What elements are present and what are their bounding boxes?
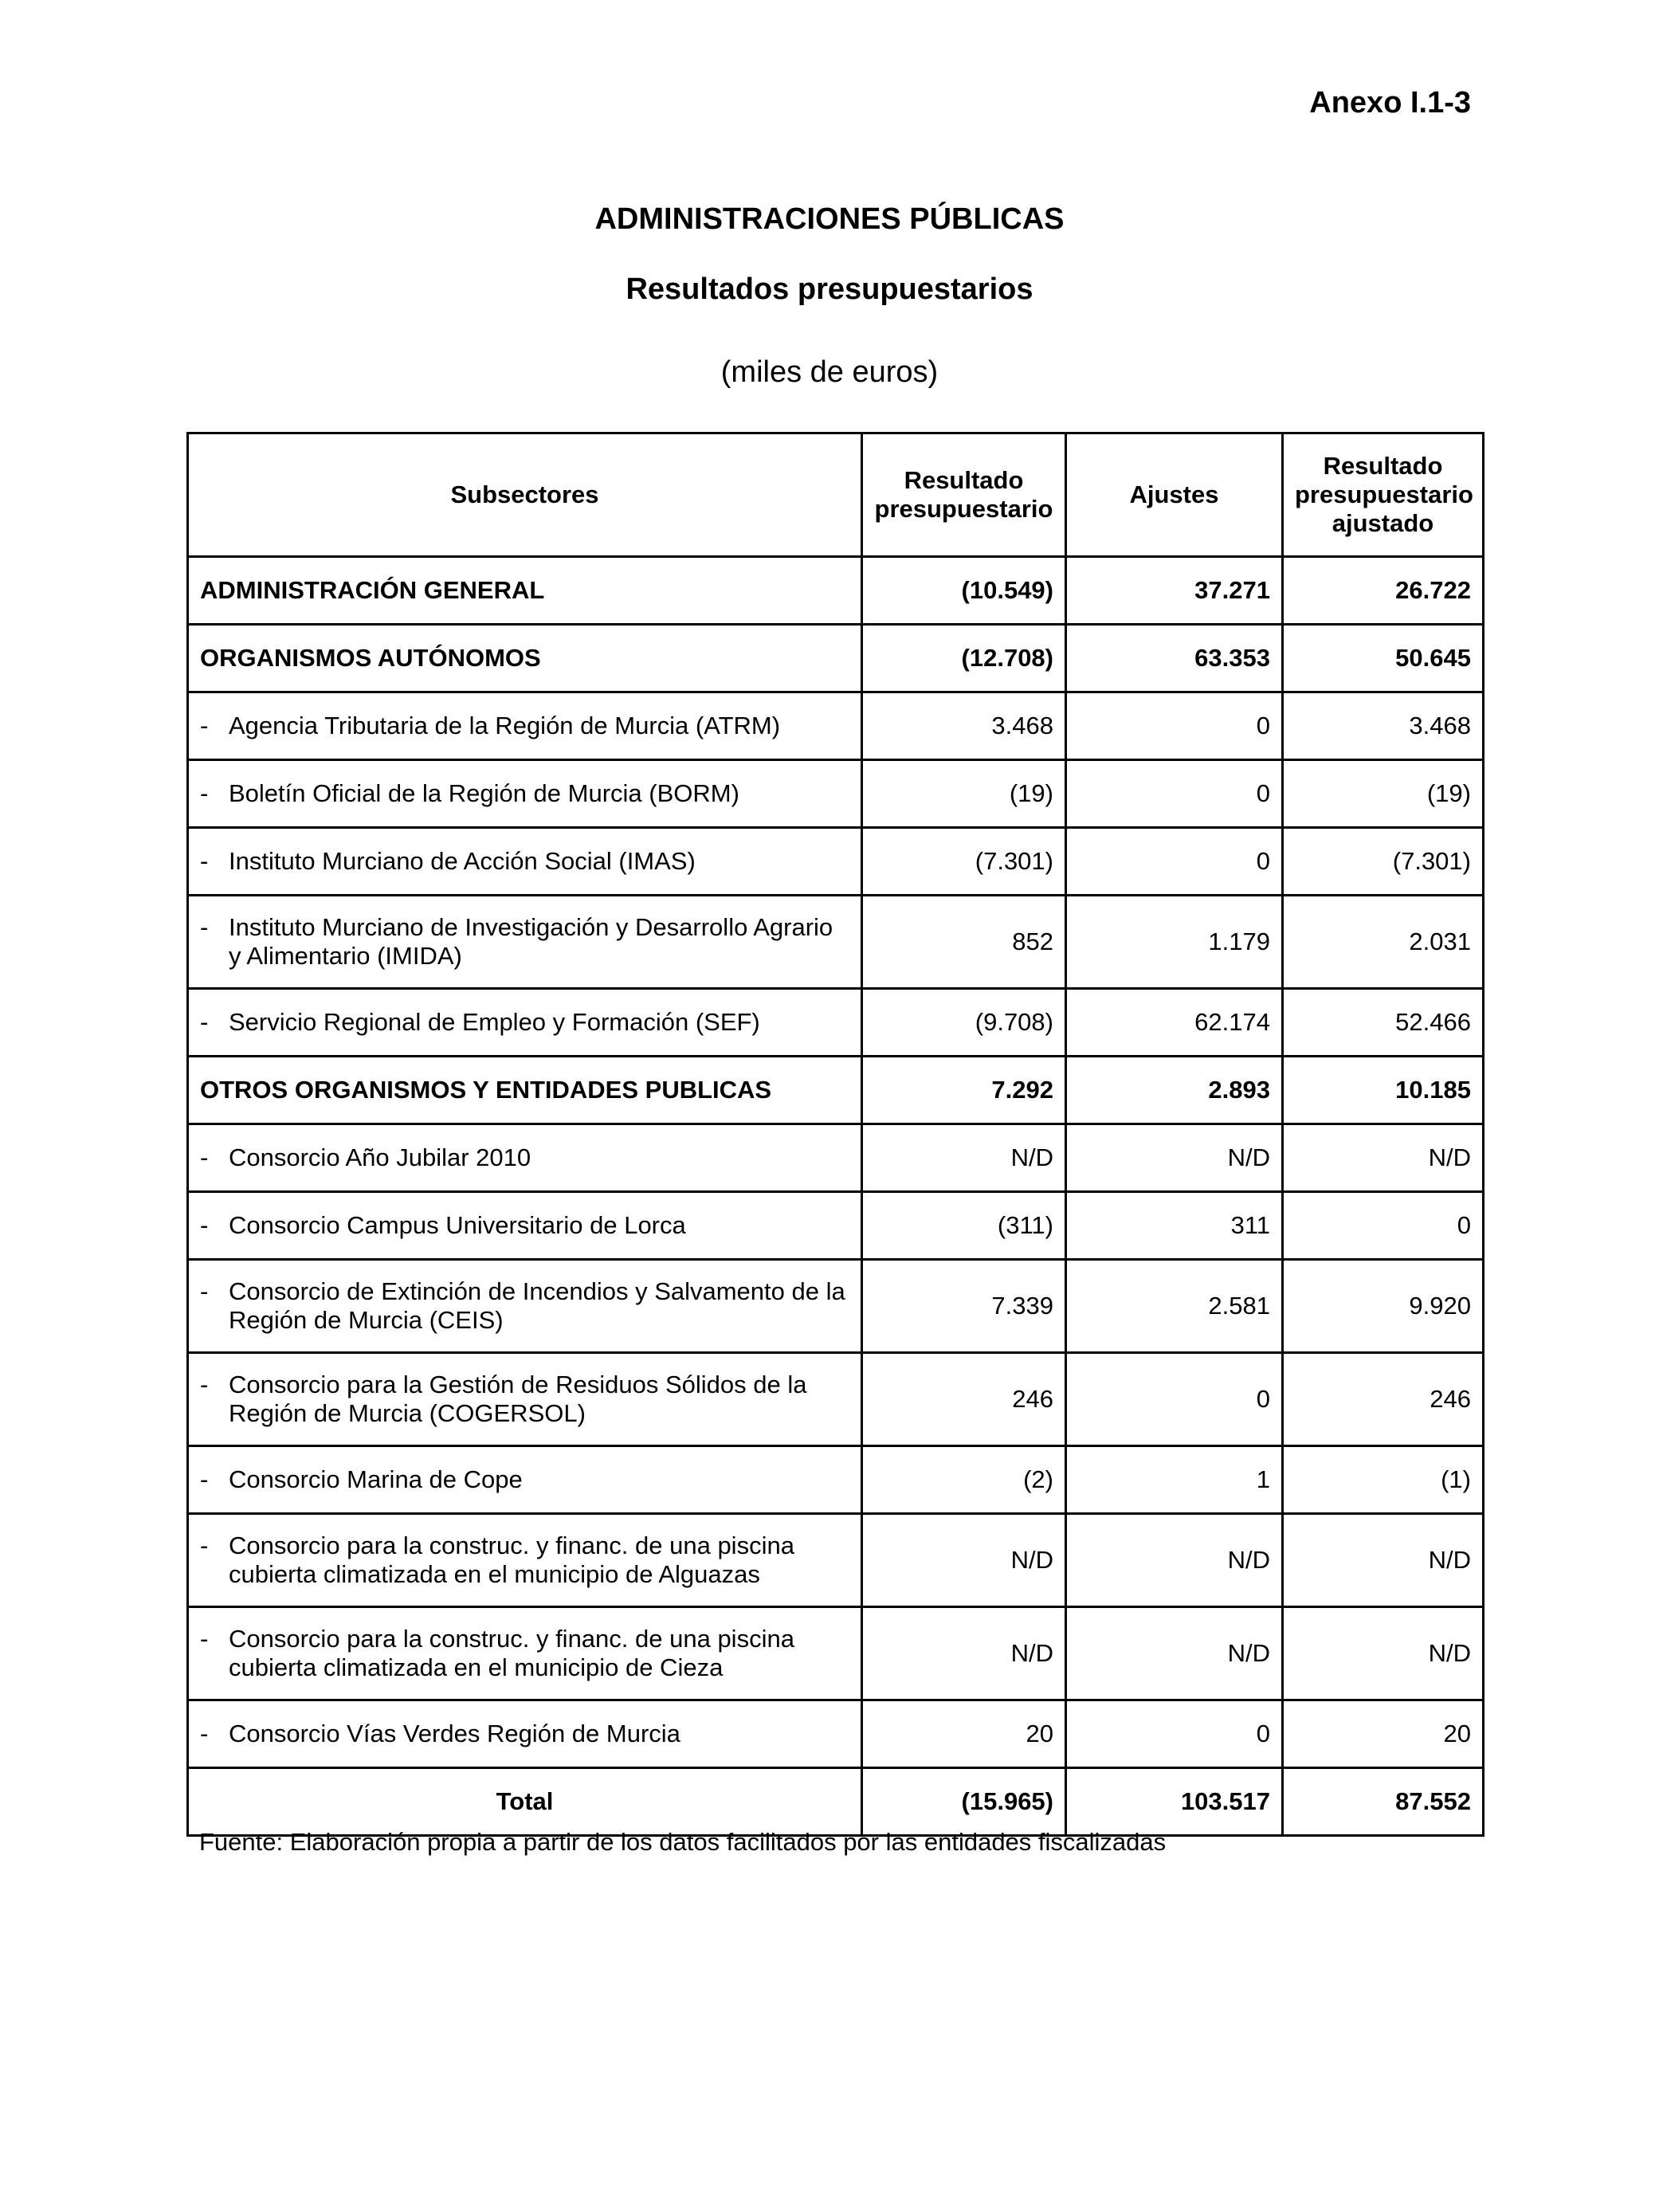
units-label: (miles de euros) [720, 355, 939, 389]
cell-ajustes: 0 [1066, 692, 1283, 760]
cell-resultado-ajustado: 26.722 [1283, 557, 1484, 625]
cell-resultado-ajustado: 246 [1283, 1353, 1484, 1446]
cell-ajustes: 0 [1066, 828, 1283, 896]
page-title: ADMINISTRACIONES PÚBLICAS [594, 202, 1065, 236]
total-label: Total [188, 1768, 862, 1836]
row-entry [200, 1211, 849, 1240]
cell-resultado: (7.301) [862, 828, 1066, 896]
row-name-cell: ORGANISMOS AUTÓNOMOS [188, 625, 862, 692]
row-label: Consorcio Año Jubilar 2010 [229, 1143, 531, 1171]
row-name-cell [188, 896, 862, 989]
cell-ajustes: 37.271 [1066, 557, 1283, 625]
row-entry [200, 712, 849, 740]
row-label: Consorcio de Extinción de Incendios y Salvamento de la Región de Murcia (CEIS) [229, 1277, 845, 1334]
cell-resultado-ajustado: 52.466 [1283, 989, 1484, 1057]
budget-results-table [186, 432, 1484, 1837]
row-dash: - [200, 847, 209, 875]
total-resultado: (15.965) [862, 1768, 1066, 1836]
cell-resultado-ajustado: 9.920 [1283, 1260, 1484, 1353]
row-dash: - [200, 1008, 209, 1036]
cell-resultado: 852 [862, 896, 1066, 989]
row-dash: - [200, 1277, 209, 1305]
cell-resultado: 7.292 [862, 1057, 1066, 1124]
table-row [188, 989, 1484, 1057]
row-label: Instituto Murciano de Investigación y Desarrollo Agrario y Alimentario (IMIDA) [229, 913, 833, 970]
column-header-resultado: Resultado presupuestario [862, 433, 1066, 557]
cell-resultado: (2) [862, 1446, 1066, 1514]
cell-resultado-ajustado: (7.301) [1283, 828, 1484, 896]
cell-ajustes: N/D [1066, 1124, 1283, 1192]
row-dash: - [200, 712, 209, 739]
row-entry [200, 1720, 849, 1748]
table-body [188, 557, 1484, 1768]
cell-ajustes: 1.179 [1066, 896, 1283, 989]
row-dash: - [200, 1625, 209, 1653]
row-name-cell [188, 989, 862, 1057]
cell-resultado-ajustado: 0 [1283, 1192, 1484, 1260]
row-name-cell [188, 1446, 862, 1514]
row-dash: - [200, 1720, 209, 1747]
cell-resultado: (10.549) [862, 557, 1066, 625]
row-dash: - [200, 779, 209, 807]
cell-resultado: (9.708) [862, 989, 1066, 1057]
page-subtitle: Resultados presupuestarios [626, 273, 1033, 306]
row-entry [200, 1143, 849, 1172]
cell-resultado-ajustado: (1) [1283, 1446, 1484, 1514]
row-name-cell [188, 1514, 862, 1607]
cell-resultado: 20 [862, 1700, 1066, 1768]
row-label: Instituto Murciano de Acción Social (IMAS) [229, 847, 696, 875]
total-row [188, 1768, 1484, 1836]
cell-ajustes: 0 [1066, 760, 1283, 828]
cell-resultado-ajustado: 10.185 [1283, 1057, 1484, 1124]
cell-ajustes: 63.353 [1066, 625, 1283, 692]
cell-resultado: N/D [862, 1514, 1066, 1607]
row-name-cell [188, 1700, 862, 1768]
column-header-ajustes: Ajustes [1066, 433, 1283, 557]
row-entry [200, 1532, 849, 1589]
total-resultado-ajustado: 87.552 [1283, 1768, 1484, 1836]
row-label: Consorcio Vías Verdes Región de Murcia [229, 1720, 680, 1747]
table-row [188, 1514, 1484, 1607]
cell-ajustes: 62.174 [1066, 989, 1283, 1057]
cell-resultado-ajustado: (19) [1283, 760, 1484, 828]
row-name-cell: OTROS ORGANISMOS Y ENTIDADES PUBLICAS [188, 1057, 862, 1124]
cell-resultado: N/D [862, 1607, 1066, 1700]
table-header-row [188, 433, 1484, 557]
table-row [188, 896, 1484, 989]
row-entry [200, 1625, 849, 1682]
row-label: Consorcio para la construc. y financ. de una piscina cubierta climatizada en el municipio de Cieza [229, 1625, 794, 1681]
row-label: Consorcio para la construc. y financ. de una piscina cubierta climatizada en el municipio de Alguazas [229, 1532, 794, 1588]
total-ajustes: 103.517 [1066, 1768, 1283, 1836]
column-header-resultado-ajustado: Resultado presupuestario ajustado [1283, 433, 1484, 557]
row-name-cell [188, 1260, 862, 1353]
cell-resultado-ajustado: 2.031 [1283, 896, 1484, 989]
row-dash: - [200, 1465, 209, 1493]
row-label: Agencia Tributaria de la Región de Murcia (ATRM) [229, 712, 781, 739]
row-label: Boletín Oficial de la Región de Murcia (BORM) [229, 779, 739, 807]
cell-resultado-ajustado: 3.468 [1283, 692, 1484, 760]
cell-resultado: (12.708) [862, 625, 1066, 692]
row-entry [200, 847, 849, 876]
cell-resultado: 246 [862, 1353, 1066, 1446]
cell-resultado-ajustado: N/D [1283, 1607, 1484, 1700]
cell-ajustes: 2.581 [1066, 1260, 1283, 1353]
cell-ajustes: 0 [1066, 1700, 1283, 1768]
cell-resultado: (311) [862, 1192, 1066, 1260]
row-label: Servicio Regional de Empleo y Formación (SEF) [229, 1008, 760, 1036]
column-header-subsectores: Subsectores [188, 433, 862, 557]
cell-resultado: 3.468 [862, 692, 1066, 760]
cell-resultado: (19) [862, 760, 1066, 828]
source-note: Fuente: Elaboración propia a partir de los datos facilitados por las entidades fiscalizadas [199, 1828, 1167, 1856]
cell-resultado: N/D [862, 1124, 1066, 1192]
row-name-cell: ADMINISTRACIÓN GENERAL [188, 557, 862, 625]
row-entry [200, 1277, 849, 1335]
table-row [188, 760, 1484, 828]
table-row-group [188, 1057, 1484, 1124]
row-entry [200, 1008, 849, 1037]
cell-resultado: 7.339 [862, 1260, 1066, 1353]
table-row [188, 828, 1484, 896]
row-label: Consorcio para la Gestión de Residuos Sólidos de la Región de Murcia (COGERSOL) [229, 1371, 807, 1427]
cell-ajustes: 311 [1066, 1192, 1283, 1260]
annex-label: Anexo I.1-3 [1309, 86, 1471, 120]
table-row [188, 1607, 1484, 1700]
table-row-group [188, 625, 1484, 692]
row-dash: - [200, 1143, 209, 1171]
table-row-group [188, 557, 1484, 625]
cell-resultado-ajustado: 50.645 [1283, 625, 1484, 692]
row-dash: - [200, 913, 209, 941]
row-entry [200, 1371, 849, 1428]
table-row [188, 1446, 1484, 1514]
cell-resultado-ajustado: N/D [1283, 1514, 1484, 1607]
cell-ajustes: N/D [1066, 1607, 1283, 1700]
table-row [188, 1260, 1484, 1353]
table-row [188, 1700, 1484, 1768]
row-dash: - [200, 1211, 209, 1239]
row-name-cell [188, 1192, 862, 1260]
cell-ajustes: 1 [1066, 1446, 1283, 1514]
table-row [188, 1192, 1484, 1260]
row-name-cell [188, 1353, 862, 1446]
table-row [188, 692, 1484, 760]
cell-resultado-ajustado: N/D [1283, 1124, 1484, 1192]
cell-ajustes: N/D [1066, 1514, 1283, 1607]
row-entry [200, 913, 849, 971]
table-row [188, 1353, 1484, 1446]
cell-ajustes: 0 [1066, 1353, 1283, 1446]
row-entry [200, 1465, 849, 1494]
table-row [188, 1124, 1484, 1192]
row-name-cell [188, 1607, 862, 1700]
row-entry [200, 779, 849, 808]
cell-ajustes: 2.893 [1066, 1057, 1283, 1124]
row-dash: - [200, 1532, 209, 1559]
row-label: Consorcio Marina de Cope [229, 1465, 523, 1493]
cell-resultado-ajustado: 20 [1283, 1700, 1484, 1768]
row-name-cell [188, 760, 862, 828]
row-label: Consorcio Campus Universitario de Lorca [229, 1211, 686, 1239]
row-dash: - [200, 1371, 209, 1398]
row-name-cell [188, 1124, 862, 1192]
row-name-cell [188, 692, 862, 760]
row-name-cell [188, 828, 862, 896]
